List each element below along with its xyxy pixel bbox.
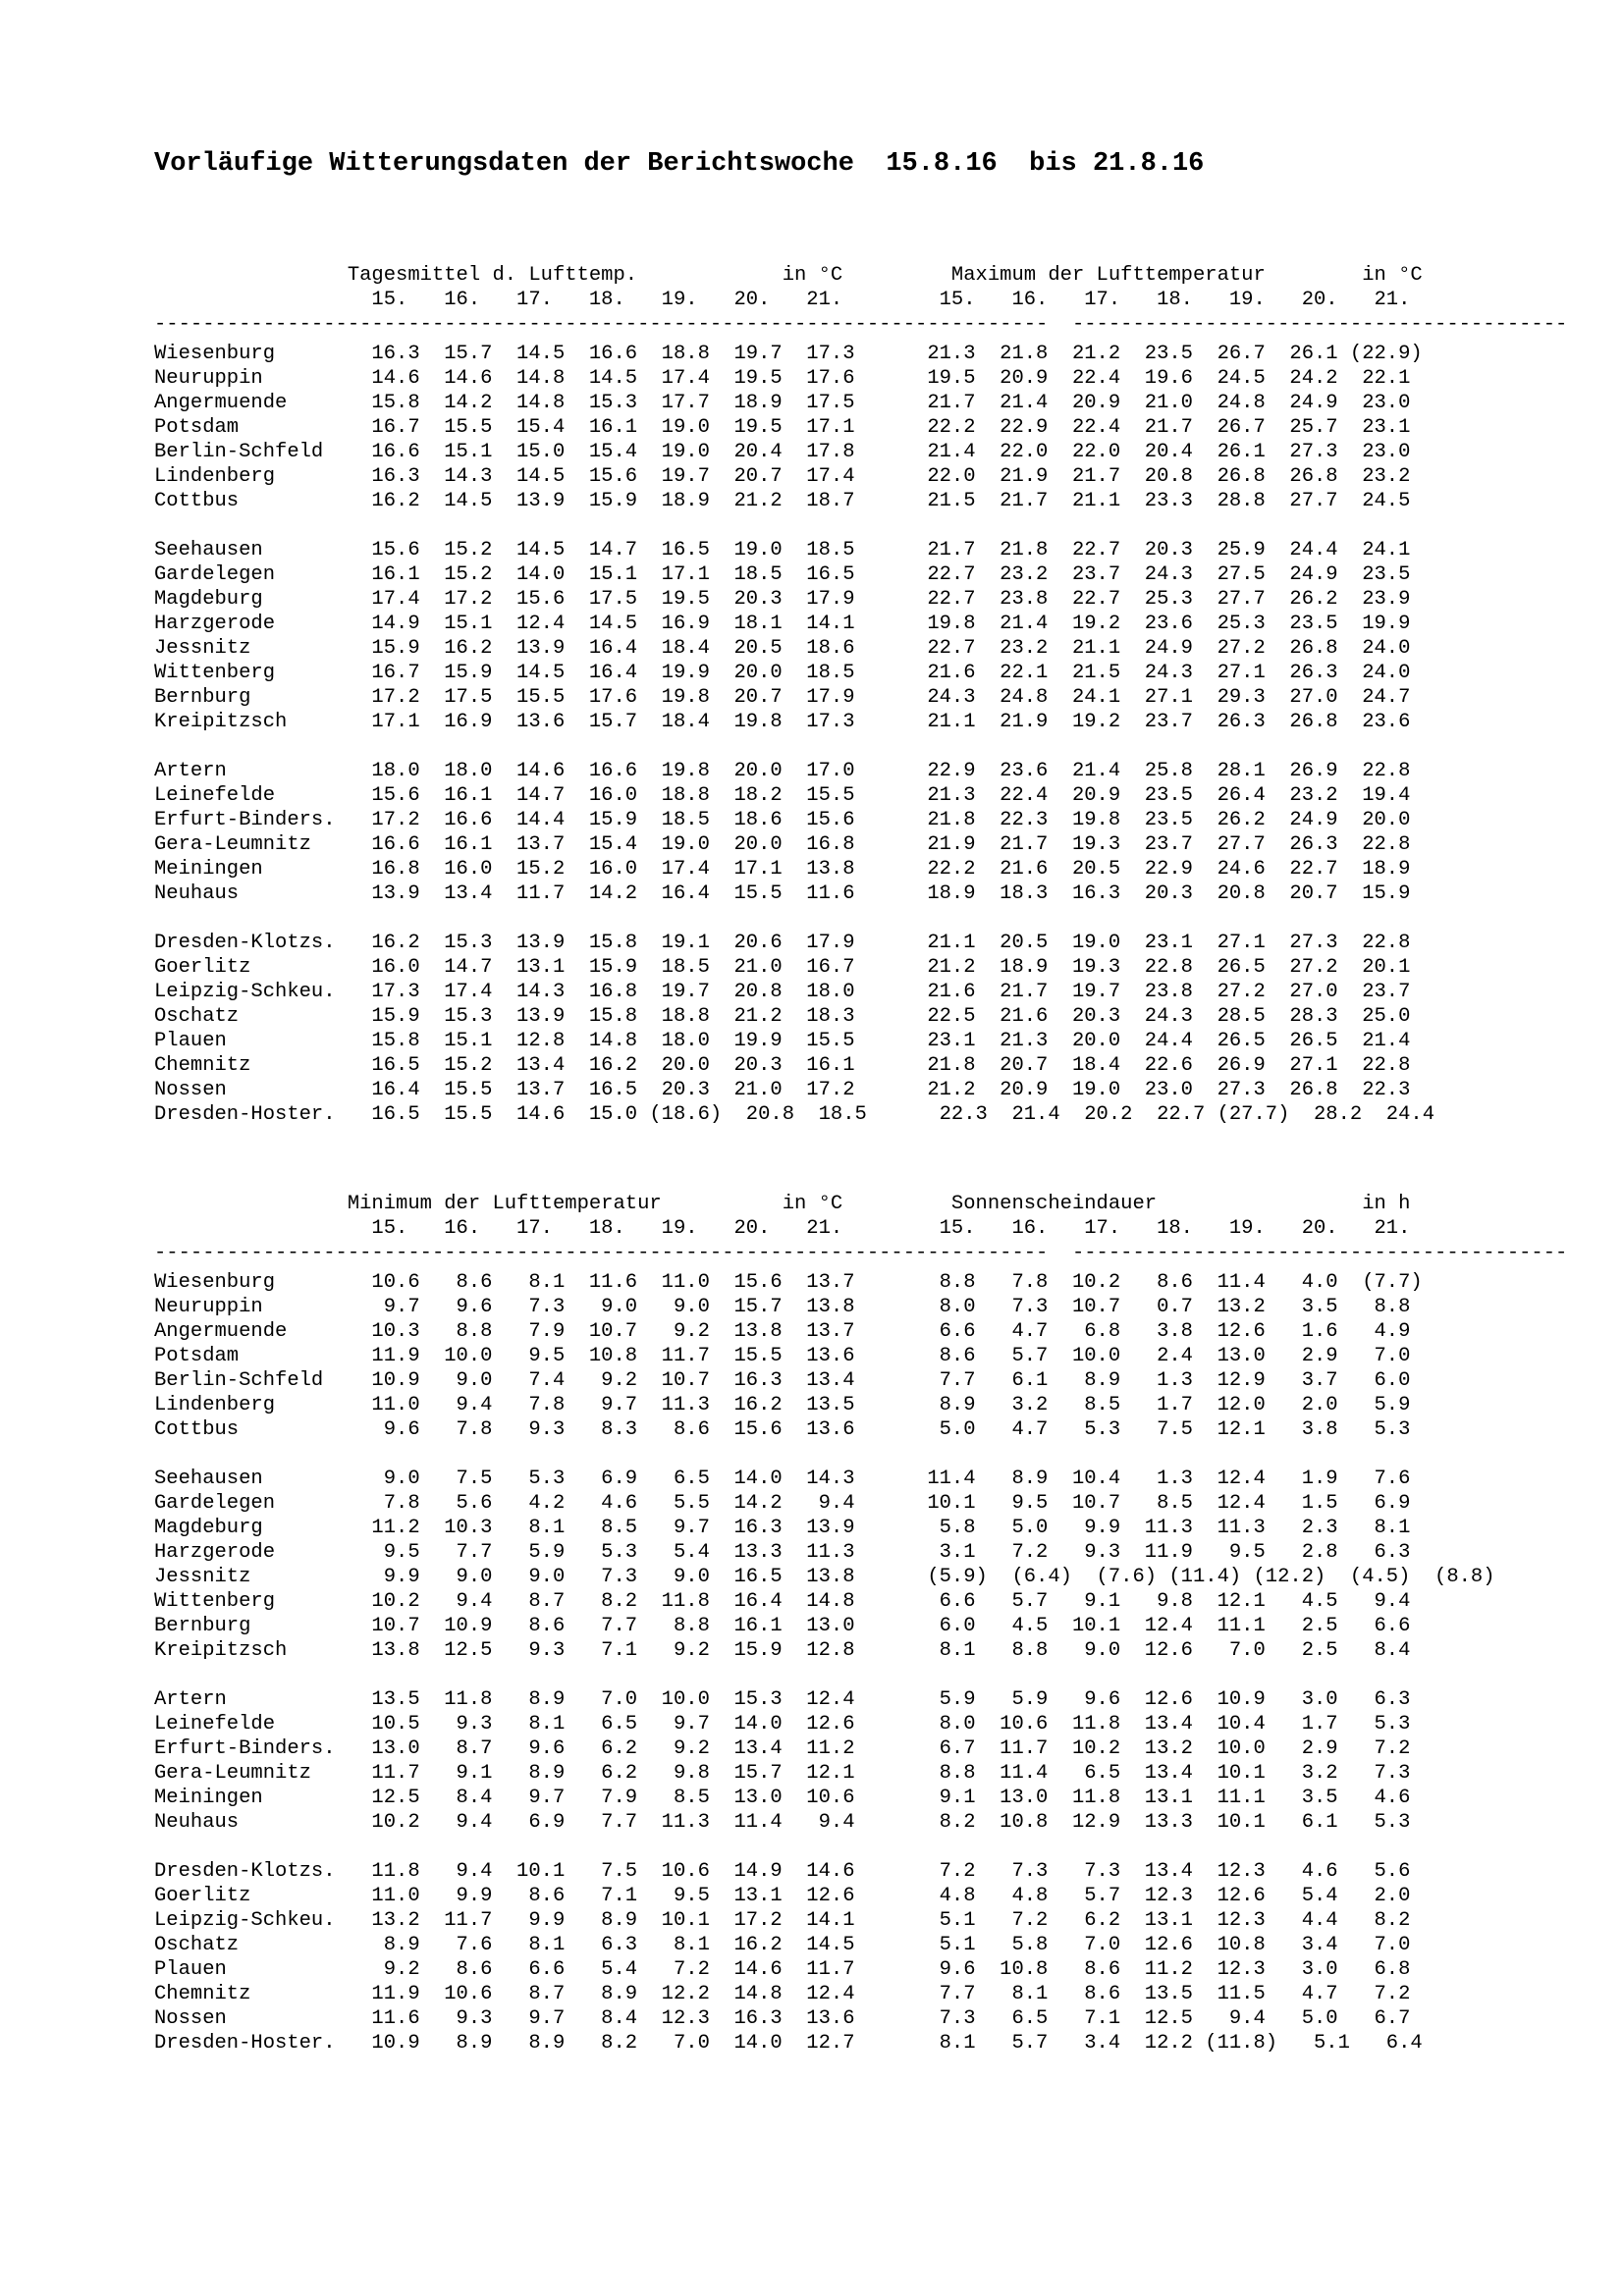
day-header: 15. 16. 17. 18. 19. 20. 21. 15. 16. 17. 18. 19. 20. 21. bbox=[154, 1217, 1411, 1240]
table-row: Wittenberg 10.2 9.4 8.7 8.2 11.8 16.4 14.8 6.6 5.7 9.1 9.8 12.1 4.5 9.4 bbox=[154, 1590, 1411, 1613]
table-row: Kreipitzsch 13.8 12.5 9.3 7.1 9.2 15.9 12.8 8.1 8.8 9.0 12.6 7.0 2.5 8.4 bbox=[154, 1639, 1411, 1662]
table-row: Potsdam 11.9 10.0 9.5 10.8 11.7 15.5 13.6 8.6 5.7 10.0 2.4 13.0 2.9 7.0 bbox=[154, 1345, 1411, 1367]
table-row: Leinefelde 10.5 9.3 8.1 6.5 9.7 14.0 12.6 8.0 10.6 11.8 13.4 10.4 1.7 5.3 bbox=[154, 1713, 1411, 1735]
table-row: Dresden-Klotzs. 11.8 9.4 10.1 7.5 10.6 14.9 14.6 7.2 7.3 7.3 13.4 12.3 4.6 5.6 bbox=[154, 1860, 1411, 1883]
table-row: Lindenberg 16.3 14.3 14.5 15.6 19.7 20.7 17.4 22.0 21.9 21.7 20.8 26.8 26.8 23.2 bbox=[154, 465, 1411, 488]
table-row: Chemnitz 16.5 15.2 13.4 16.2 20.0 20.3 16.1 21.8 20.7 18.4 22.6 26.9 27.1 22.8 bbox=[154, 1054, 1411, 1077]
table-row: Oschatz 15.9 15.3 13.9 15.8 18.8 21.2 18.3 22.5 21.6 20.3 24.3 28.5 28.3 25.0 bbox=[154, 1005, 1411, 1028]
table-row: Seehausen 15.6 15.2 14.5 14.7 16.5 19.0 18.5 21.7 21.8 22.7 20.3 25.9 24.4 24.1 bbox=[154, 539, 1411, 561]
table-row: Nossen 16.4 15.5 13.7 16.5 20.3 21.0 17.2 21.2 20.9 19.0 23.0 27.3 26.8 22.3 bbox=[154, 1079, 1411, 1101]
table-row: Plauen 15.8 15.1 12.8 14.8 18.0 19.9 15.5 23.1 21.3 20.0 24.4 26.5 26.5 21.4 bbox=[154, 1030, 1411, 1052]
table-row: Harzgerode 14.9 15.1 12.4 14.5 16.9 18.1 14.1 19.8 21.4 19.2 23.6 25.3 23.5 19.9 bbox=[154, 613, 1411, 635]
table-row: Dresden-Hoster. 10.9 8.9 8.9 8.2 7.0 14.0 12.7 8.1 5.7 3.4 12.2 (11.8) 5.1 6.4 bbox=[154, 2032, 1423, 2055]
table-row: Neuruppin 14.6 14.6 14.8 14.5 17.4 19.5 17.6 19.5 20.9 22.4 19.6 24.5 24.2 22.1 bbox=[154, 367, 1411, 390]
table-row: Harzgerode 9.5 7.7 5.9 5.3 5.4 13.3 11.3 3.1 7.2 9.3 11.9 9.5 2.8 6.3 bbox=[154, 1541, 1411, 1564]
table-row: Nossen 11.6 9.3 9.7 8.4 12.3 16.3 13.6 7.3 6.5 7.1 12.5 9.4 5.0 6.7 bbox=[154, 2007, 1411, 2030]
table-row: Berlin-Schfeld 16.6 15.1 15.0 15.4 19.0 20.4 17.8 21.4 22.0 22.0 20.4 26.1 27.3 23.0 bbox=[154, 441, 1411, 463]
table-row: Meiningen 12.5 8.4 9.7 7.9 8.5 13.0 10.6 9.1 13.0 11.8 13.1 11.1 3.5 4.6 bbox=[154, 1787, 1411, 1809]
table-row: Neuruppin 9.7 9.6 7.3 9.0 9.0 15.7 13.8 8.0 7.3 10.7 0.7 13.2 3.5 8.8 bbox=[154, 1296, 1411, 1318]
table-row: Dresden-Hoster. 16.5 15.5 14.6 15.0 (18.6) 20.8 18.5 22.3 21.4 20.2 22.7 (27.7) 28.2 24.4 bbox=[154, 1103, 1435, 1126]
table-row: Berlin-Schfeld 10.9 9.0 7.4 9.2 10.7 16.3 13.4 7.7 6.1 8.9 1.3 12.9 3.7 6.0 bbox=[154, 1369, 1411, 1392]
table-row: Gardelegen 16.1 15.2 14.0 15.1 17.1 18.5 16.5 22.7 23.2 23.7 24.3 27.5 24.9 23.5 bbox=[154, 563, 1411, 586]
table-row: Magdeburg 11.2 10.3 8.1 8.5 9.7 16.3 13.9 5.8 5.0 9.9 11.3 11.3 2.3 8.1 bbox=[154, 1517, 1411, 1539]
table-row: Erfurt-Binders. 13.0 8.7 9.6 6.2 9.2 13.4 11.2 6.7 11.7 10.2 13.2 10.0 2.9 7.2 bbox=[154, 1737, 1411, 1760]
table-row: Jessnitz 9.9 9.0 9.0 7.3 9.0 16.5 13.8 (5.9) (6.4) (7.6) (11.4) (12.2) (4.5) (8.8) bbox=[154, 1566, 1495, 1588]
table-row: Wiesenburg 16.3 15.7 14.5 16.6 18.8 19.7 17.3 21.3 21.8 21.2 23.5 26.7 26.1 (22.9) bbox=[154, 343, 1423, 365]
table-row: Angermuende 15.8 14.2 14.8 15.3 17.7 18.9 17.5 21.7 21.4 20.9 21.0 24.8 24.9 23.0 bbox=[154, 392, 1411, 414]
table-row: Artern 13.5 11.8 8.9 7.0 10.0 15.3 12.4 5.9 5.9 9.6 12.6 10.9 3.0 6.3 bbox=[154, 1688, 1411, 1711]
separator: -------------------------------------------------------------------------- ----------------------------------------- bbox=[154, 1242, 1568, 1264]
table-row: Gera-Leumnitz 11.7 9.1 8.9 6.2 9.8 15.7 12.1 8.8 11.4 6.5 13.4 10.1 3.2 7.3 bbox=[154, 1762, 1411, 1785]
table-row: Bernburg 17.2 17.5 15.5 17.6 19.8 20.7 17.9 24.3 24.8 24.1 27.1 29.3 27.0 24.7 bbox=[154, 686, 1411, 709]
table-row: Cottbus 16.2 14.5 13.9 15.9 18.9 21.2 18.7 21.5 21.7 21.1 23.3 28.8 27.7 24.5 bbox=[154, 490, 1411, 512]
table-row: Gardelegen 7.8 5.6 4.2 4.6 5.5 14.2 9.4 10.1 9.5 10.7 8.5 12.4 1.5 6.9 bbox=[154, 1492, 1411, 1515]
table-row: Goerlitz 11.0 9.9 8.6 7.1 9.5 13.1 12.6 4.8 4.8 5.7 12.3 12.6 5.4 2.0 bbox=[154, 1885, 1411, 1907]
table-row: Neuhaus 13.9 13.4 11.7 14.2 16.4 15.5 11.6 18.9 18.3 16.3 20.3 20.8 20.7 15.9 bbox=[154, 882, 1411, 905]
table-row: Dresden-Klotzs. 16.2 15.3 13.9 15.8 19.1 20.6 17.9 21.1 20.5 19.0 23.1 27.1 27.3 22.8 bbox=[154, 932, 1411, 954]
table-row: Chemnitz 11.9 10.6 8.7 8.9 12.2 14.8 12.4 7.7 8.1 8.6 13.5 11.5 4.7 7.2 bbox=[154, 1983, 1411, 2005]
table-row: Seehausen 9.0 7.5 5.3 6.9 6.5 14.0 14.3 11.4 8.9 10.4 1.3 12.4 1.9 7.6 bbox=[154, 1468, 1411, 1490]
section-header: Minimum der Lufttemperatur in °C Sonnenscheindauer in h bbox=[154, 1193, 1411, 1215]
table-row: Leinefelde 15.6 16.1 14.7 16.0 18.8 18.2 15.5 21.3 22.4 20.9 23.5 26.4 23.2 19.4 bbox=[154, 784, 1411, 807]
table-row: Plauen 9.2 8.6 6.6 5.4 7.2 14.6 11.7 9.6 10.8 8.6 11.2 12.3 3.0 6.8 bbox=[154, 1958, 1411, 1981]
table-row: Leipzig-Schkeu. 13.2 11.7 9.9 8.9 10.1 17.2 14.1 5.1 7.2 6.2 13.1 12.3 4.4 8.2 bbox=[154, 1909, 1411, 1932]
table-row: Leipzig-Schkeu. 17.3 17.4 14.3 16.8 19.7 20.8 18.0 21.6 21.7 19.7 23.8 27.2 27.0 23.7 bbox=[154, 981, 1411, 1003]
table-row: Erfurt-Binders. 17.2 16.6 14.4 15.9 18.5 18.6 15.6 21.8 22.3 19.8 23.5 26.2 24.9 20.0 bbox=[154, 809, 1411, 831]
table-row: Artern 18.0 18.0 14.6 16.6 19.8 20.0 17.0 22.9 23.6 21.4 25.8 28.1 26.9 22.8 bbox=[154, 760, 1411, 782]
table-row: Goerlitz 16.0 14.7 13.1 15.9 18.5 21.0 16.7 21.2 18.9 19.3 22.8 26.5 27.2 20.1 bbox=[154, 956, 1411, 979]
table-row: Neuhaus 10.2 9.4 6.9 7.7 11.3 11.4 9.4 8.2 10.8 12.9 13.3 10.1 6.1 5.3 bbox=[154, 1811, 1411, 1834]
table-row: Gera-Leumnitz 16.6 16.1 13.7 15.4 19.0 20.0 16.8 21.9 21.7 19.3 23.7 27.7 26.3 22.8 bbox=[154, 833, 1411, 856]
table-row: Jessnitz 15.9 16.2 13.9 16.4 18.4 20.5 18.6 22.7 23.2 21.1 24.9 27.2 26.8 24.0 bbox=[154, 637, 1411, 660]
table-row: Cottbus 9.6 7.8 9.3 8.3 8.6 15.6 13.6 5.0 4.7 5.3 7.5 12.1 3.8 5.3 bbox=[154, 1418, 1411, 1441]
separator: -------------------------------------------------------------------------- ----------------------------------------- bbox=[154, 313, 1568, 336]
table-row: Oschatz 8.9 7.6 8.1 6.3 8.1 16.2 14.5 5.1 5.8 7.0 12.6 10.8 3.4 7.0 bbox=[154, 1934, 1411, 1956]
table-row: Wiesenburg 10.6 8.6 8.1 11.6 11.0 15.6 13.7 8.8 7.8 10.2 8.6 11.4 4.0 (7.7) bbox=[154, 1271, 1423, 1294]
table-row: Lindenberg 11.0 9.4 7.8 9.7 11.3 16.2 13.5 8.9 3.2 8.5 1.7 12.0 2.0 5.9 bbox=[154, 1394, 1411, 1416]
table-row: Bernburg 10.7 10.9 8.6 7.7 8.8 16.1 13.0 6.0 4.5 10.1 12.4 11.1 2.5 6.6 bbox=[154, 1615, 1411, 1637]
section-header: Tagesmittel d. Lufttemp. in °C Maximum der Lufttemperatur in °C bbox=[154, 264, 1423, 287]
table-row: Kreipitzsch 17.1 16.9 13.6 15.7 18.4 19.8 17.3 21.1 21.9 19.2 23.7 26.3 26.8 23.6 bbox=[154, 711, 1411, 733]
table-row: Angermuende 10.3 8.8 7.9 10.7 9.2 13.8 13.7 6.6 4.7 6.8 3.8 12.6 1.6 4.9 bbox=[154, 1320, 1411, 1343]
day-header: 15. 16. 17. 18. 19. 20. 21. 15. 16. 17. 18. 19. 20. 21. bbox=[154, 289, 1411, 311]
table-row: Magdeburg 17.4 17.2 15.6 17.5 19.5 20.3 17.9 22.7 23.8 22.7 25.3 27.7 26.2 23.9 bbox=[154, 588, 1411, 611]
document-title: Vorläufige Witterungsdaten der Berichtswoche 15.8.16 bis 21.8.16 bbox=[154, 149, 1205, 179]
table-row: Potsdam 16.7 15.5 15.4 16.1 19.0 19.5 17.1 22.2 22.9 22.4 21.7 26.7 25.7 23.1 bbox=[154, 416, 1411, 439]
table-row: Wittenberg 16.7 15.9 14.5 16.4 19.9 20.0 18.5 21.6 22.1 21.5 24.3 27.1 26.3 24.0 bbox=[154, 662, 1411, 684]
table-row: Meiningen 16.8 16.0 15.2 16.0 17.4 17.1 13.8 22.2 21.6 20.5 22.9 24.6 22.7 18.9 bbox=[154, 858, 1411, 881]
